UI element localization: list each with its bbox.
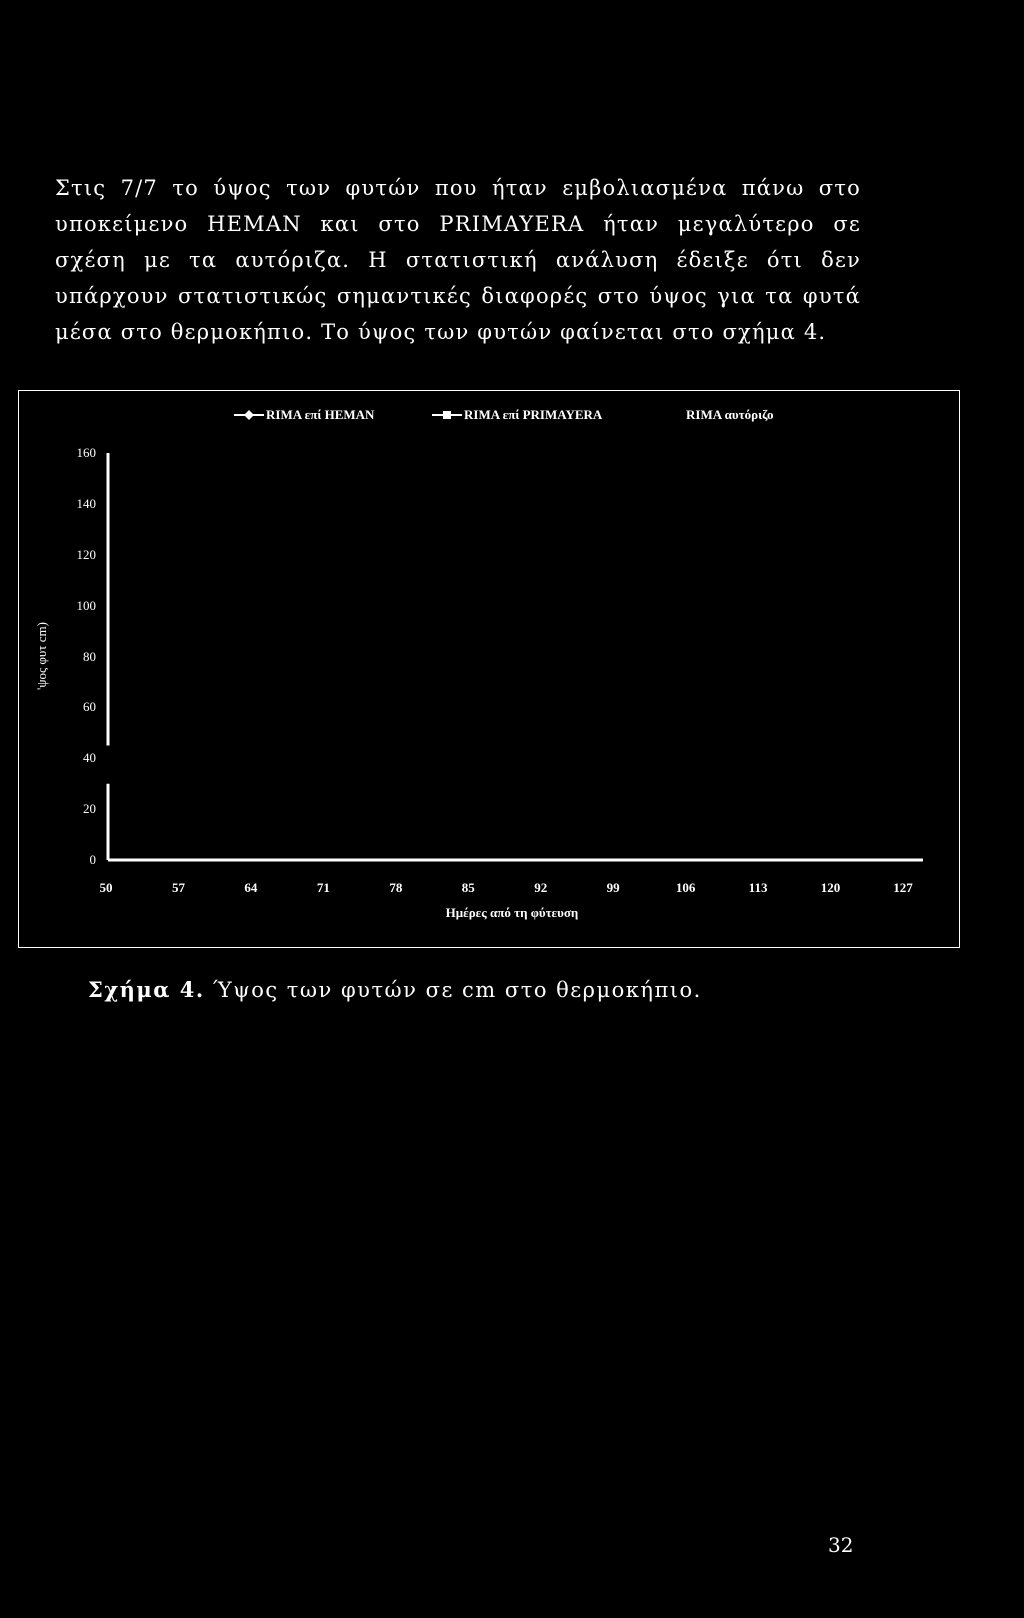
legend-entry-autoriza: RIMA αυτόριζο	[686, 407, 774, 422]
legend-diamond-marker	[244, 410, 254, 420]
x-tick-label: 78	[389, 880, 403, 895]
caption-text: Ύψος των φυτών σε cm στο θερμοκήπιο.	[212, 978, 702, 1002]
chart-axes	[108, 453, 923, 860]
x-tick-label: 92	[534, 880, 548, 895]
x-tick-label: 120	[820, 880, 841, 895]
y-tick-label: 100	[76, 597, 96, 613]
x-tick-label: 99	[606, 880, 620, 895]
y-tick-label: 40	[83, 750, 96, 766]
y-tick-label: 160	[76, 445, 96, 460]
y-tick-label: 120	[76, 546, 96, 562]
page-number: 32	[828, 1533, 854, 1557]
paragraph-line: υπάρχουν στατιστικώς σημαντικές διαφορές στο ύψος για τα φυτά	[55, 284, 861, 308]
x-tick-label: 50	[99, 880, 113, 895]
legend-square-marker	[443, 411, 451, 419]
x-tick-label: 64	[244, 880, 258, 895]
paragraph-line: Στις 7/7 το ύψος των φυτών που ήταν εμβολιασμένα πάνω στο	[55, 176, 861, 200]
x-tick-label: 106	[675, 880, 696, 895]
x-axis-label: Ημέρες από τη φύτευση	[445, 905, 579, 920]
x-tick-label: 85	[461, 880, 475, 895]
y-tick-label: 80	[83, 648, 96, 664]
x-tick-label: 71	[316, 880, 330, 895]
y-axis-label: 'ψος φυτ cm)	[34, 621, 49, 690]
figure-caption	[88, 977, 702, 1002]
paragraph-line: σχέση με τα αυτόριζα. Η στατιστική ανάλυση έδειξε ότι δεν	[55, 248, 861, 272]
y-tick-label: 20	[83, 801, 96, 817]
y-tick-label: 0	[89, 852, 96, 867]
y-tick-label: 60	[83, 699, 96, 715]
legend-entry-primayera: RIMA επί PRIMAYERA	[464, 407, 603, 422]
x-tick-label: 127	[893, 880, 913, 895]
y-tick-label: 140	[76, 495, 96, 511]
x-tick-label: 57	[171, 880, 185, 895]
caption-label: Σχήμα 4.	[88, 977, 205, 1002]
paragraph-line: μέσα στο θερμοκήπιο. Το ύψος των φυτών φαίνεται στο σχήμα 4.	[55, 320, 827, 344]
legend-entry-heman: RIMA επί HEMAN	[266, 407, 375, 422]
x-tick-label: 113	[748, 880, 768, 895]
paragraph-line: υποκείμενο HEMAN και στο PRIMAYERA ήταν μεγαλύτερο σε	[55, 212, 861, 236]
